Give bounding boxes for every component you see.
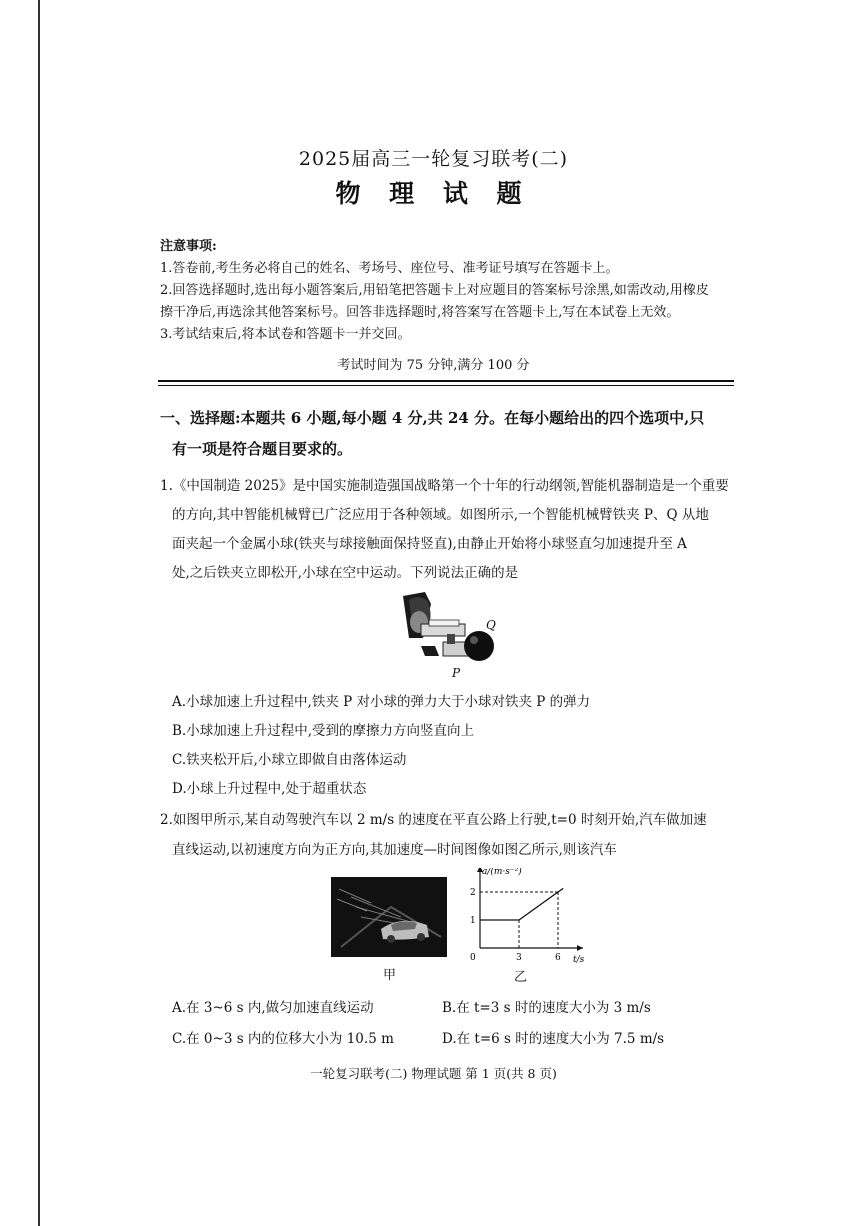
question-2 <box>160 805 740 865</box>
robot-arm-figure <box>395 590 505 682</box>
divider-thin <box>158 385 734 386</box>
question-1 <box>160 472 740 588</box>
q1-line-3: 面夹起一个金属小球(铁夹与球接触面保持竖直),由静止开始将小球竖直匀加速提升至 A <box>172 536 687 552</box>
q2-option-a: A.在 3~6 s 内,做匀加速直线运动 <box>172 1000 374 1016</box>
y-axis-label: a/(m·s⁻²) <box>482 868 522 877</box>
notes-item-2-line-1: 2.回答选择题时,选出每小题答案后,用铅笔把答题卡上对应题目的答案标号涂黑,如需改动,用橡皮 <box>160 283 709 298</box>
series-line <box>480 888 563 920</box>
notes-item-1: 1.答卷前,考生务必将自己的姓名、考场号、座位号、准考证号填写在答题卡上。 <box>160 261 619 276</box>
label-q: Q <box>486 618 496 632</box>
exam-title: 2025届高三一轮复习联考(二) <box>298 148 569 170</box>
notes-item-3: 3.考试结束后,将本试卷和答题卡一并交回。 <box>160 327 411 342</box>
section-heading-line-2: 有一项是符合题目要求的。 <box>172 440 353 458</box>
section-heading <box>160 403 750 465</box>
q2-option-c: C.在 0~3 s 内的位移大小为 10.5 m <box>172 1031 394 1047</box>
q1-line-2: 的方向,其中智能机械臂已广泛应用于各种领域。如图所示,一个智能机械臂铁夹 P、Q 从地 <box>172 507 709 523</box>
subject-title: 物 理 试 题 <box>335 179 532 208</box>
x-tick-label: 3 <box>516 953 522 963</box>
q2-line-1: 2.如图甲所示,某自动驾驶汽车以 2 m/s 的速度在平直公路上行驶,t=0 时刻开始,汽车做加速 <box>160 812 707 828</box>
q2-option-b: B.在 t=3 s 时的速度大小为 3 m/s <box>442 1000 651 1016</box>
x-axis-arrow <box>577 945 583 951</box>
section-heading-line-1: 一、选择题:本题共 6 小题,每小题 4 分,共 24 分。在每小题给出的四个选项中,只 <box>160 409 705 427</box>
divider-thick <box>158 380 734 382</box>
y-tick-label: 2 <box>470 888 476 898</box>
q1-option-d: D.小球上升过程中,处于超重状态 <box>172 781 367 797</box>
notes-heading: 注意事项: <box>160 239 217 254</box>
q2-line-2: 直线运动,以初速度方向为正方向,其加速度—时间图像如图乙所示,则该汽车 <box>172 842 617 858</box>
q1-option-a: A.小球加速上升过程中,铁夹 P 对小球的弹力大于小球对铁夹 P 的弹力 <box>172 694 591 710</box>
q2-option-d: D.在 t=6 s 时的速度大小为 7.5 m/s <box>442 1031 665 1047</box>
notes-item-2-line-2: 擦干净后,再选涂其他答案标号。回答非选择题时,将答案写在答题卡上,写在本试卷上无效。 <box>160 305 680 320</box>
q1-line-1: 1.《中国制造 2025》是中国实施制造强国战略第一个十年的行动纲领,智能机器制造是一个重要 <box>160 478 729 494</box>
q1-line-4: 处,之后铁夹立即松开,小球在空中运动。下列说法正确的是 <box>172 565 519 581</box>
y-tick-label: 1 <box>470 916 476 926</box>
q1-option-b: B.小球加速上升过程中,受到的摩擦力方向竖直向上 <box>172 723 475 739</box>
q1-option-c: C.铁夹松开后,小球立即做自由落体运动 <box>172 752 407 768</box>
page-footer: 一轮复习联考(二) 物理试题 第 1 页(共 8 页) <box>310 1066 557 1081</box>
caption-yi: 乙 <box>514 970 528 985</box>
label-p: P <box>452 666 461 680</box>
acceleration-time-chart <box>460 868 585 966</box>
x-tick-label: 0 <box>470 953 476 963</box>
x-axis-label: t/s <box>573 955 585 965</box>
caption-jia: 甲 <box>383 968 397 983</box>
x-tick-label: 6 <box>555 953 561 963</box>
car-photo <box>331 877 447 957</box>
exam-time: 考试时间为 75 分钟,满分 100 分 <box>337 358 530 373</box>
notes-block <box>160 236 760 346</box>
